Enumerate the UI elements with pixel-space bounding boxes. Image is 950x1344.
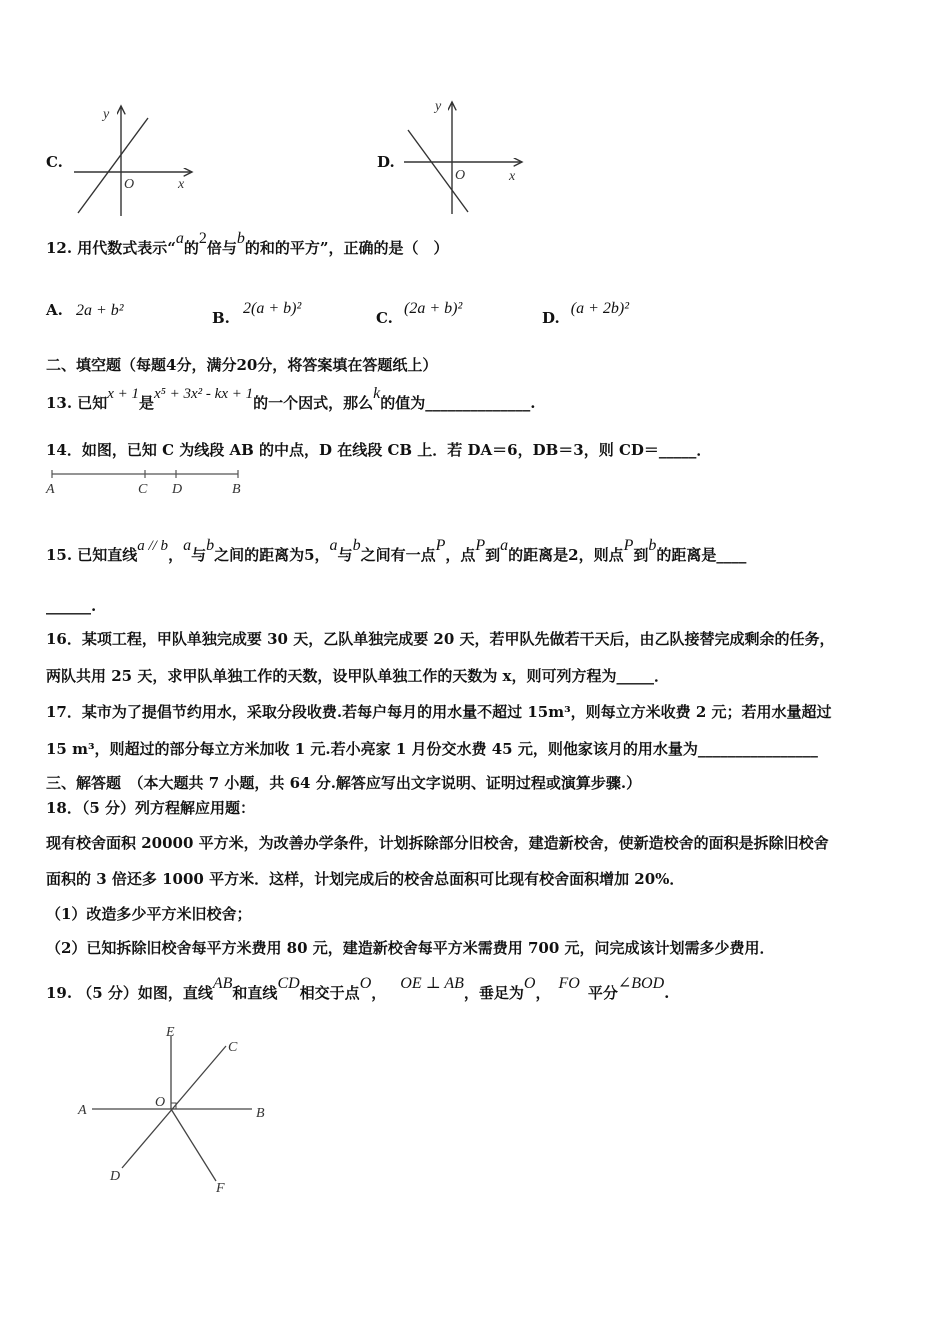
- q14-segment-figure: [46, 466, 256, 500]
- q15-text: 之间的距离为5，: [214, 546, 330, 564]
- question-19: [46, 975, 670, 1003]
- option-c-graph: [70, 100, 200, 220]
- q15-text: 的距离是2，则点: [508, 546, 624, 564]
- q18-subquestion-2: （2）已知拆除旧校舍每平方米费用 80 元，建造新校舍每平方米需费用 700 元，问完成该计划需多少费用．: [46, 939, 775, 957]
- q12-text: 用代数式表示“: [77, 239, 176, 257]
- q16-line-2: 两队共用 25 天，求甲队单独工作的天数，设甲队单独工作的天数为 x，则可列方程为_____．: [46, 667, 669, 685]
- origin-label: O: [455, 168, 466, 183]
- q15-text: 与: [191, 546, 207, 564]
- question-14: 14．如图，已知 C 为线段 AB 的中点，D 在线段 CB 上．若 DA＝6，DB＝3，则 CD＝_____．: [46, 441, 712, 459]
- y-axis-label: y: [103, 107, 110, 122]
- origin-label: O: [124, 177, 135, 192]
- q15-text: 已知直线: [77, 546, 138, 564]
- section-3-title: 三、解答题 （本大题共 7 小题，共 64 分.解答应写出文字说明、证明过程或演算步骤.）: [46, 774, 642, 792]
- q15-text: 到: [485, 546, 501, 564]
- option-label: B.: [212, 309, 230, 327]
- question-13: [46, 385, 536, 413]
- q15-answer-blank: ______.: [46, 597, 97, 615]
- point-f-label: F: [216, 1181, 225, 1196]
- q12-option-d[interactable]: [542, 298, 630, 327]
- q15-math: a // b: [137, 538, 169, 554]
- point-a-label: A: [46, 482, 55, 497]
- q15-math: P: [623, 537, 634, 554]
- option-d-label: D.: [377, 153, 395, 171]
- q13-text: 已知: [77, 394, 108, 412]
- q19-text: （5 分）如图，直线: [77, 984, 213, 1002]
- q12-option-c[interactable]: [376, 298, 463, 327]
- q19-text: .: [664, 984, 670, 1002]
- q12-option-a[interactable]: [46, 300, 124, 320]
- point-b-label: B: [256, 1106, 265, 1121]
- point-d-label: D: [110, 1169, 121, 1184]
- q12-num-2: 2: [198, 230, 207, 247]
- q16-line-1: 16．某项工程，甲队单独完成要 30 天，乙队单独完成要 20 天，若甲队先做若干天后，由乙队接替完成剩余的任务，: [46, 630, 835, 648]
- q15-math: P: [435, 537, 446, 554]
- q15-math: b: [206, 537, 215, 554]
- q19-figure: [70, 1020, 280, 1200]
- q18-paragraph-2: 面积的 3 倍还多 1000 平方米．这样，计划完成后的校舍总面积可比现有校舍面积增加 20%．: [46, 870, 685, 888]
- q12-option-b[interactable]: [212, 298, 302, 327]
- option-expr: 2a + b²: [75, 302, 124, 319]
- q19-text: 相交于点: [299, 984, 360, 1002]
- q15-math: a: [329, 537, 338, 554]
- option-label: D.: [542, 309, 560, 327]
- q15-math: a: [183, 537, 192, 554]
- q13-var-k: k: [373, 385, 381, 402]
- q19-math: OE ⊥ AB: [400, 975, 464, 992]
- q15-text: 的距离是____: [656, 546, 747, 564]
- q15-text: 之间有一点: [360, 546, 436, 564]
- line-cd: [122, 1046, 226, 1168]
- option-d-graph: [402, 96, 532, 216]
- q19-text: ，: [371, 984, 387, 1002]
- question-15: [46, 537, 747, 565]
- q17-line-2: 15 m³，则超过的部分每立方米加收 1 元.若小亮家 1 月份交水费 45 元，则他家该月的用水量为________________: [46, 740, 818, 758]
- q19-text: ，垂足为: [463, 984, 524, 1002]
- option-label: C.: [376, 309, 393, 327]
- x-axis-label: x: [509, 169, 516, 184]
- q15-math: a: [500, 537, 509, 554]
- q15-text: ，点: [445, 546, 476, 564]
- option-expr: (a + 2b)²: [570, 300, 630, 317]
- q19-math: AB: [212, 975, 233, 992]
- q15-text: ，: [168, 546, 184, 564]
- q15-text: 到: [633, 546, 649, 564]
- q12-var-a: a: [175, 230, 184, 247]
- q13-text: 的一个因式，那么: [253, 394, 374, 412]
- q13-expr1: x + 1: [107, 386, 139, 402]
- q18-subquestion-1: （1）改造多少平方米旧校舍；: [46, 905, 252, 923]
- q15-text: 与: [337, 546, 353, 564]
- option-label: A.: [46, 301, 63, 319]
- q18-heading: 18．（5 分）列方程解应用题：: [46, 799, 256, 817]
- q13-number: 13.: [46, 394, 73, 412]
- q18-paragraph-1: 现有校舍面积 20000 平方米，为改善办学条件，计划拆除部分旧校舍，建造新校舍，使新造校舍的面积是拆除旧校舍: [46, 834, 829, 852]
- point-d-label: D: [172, 482, 183, 497]
- q12-number: 12.: [46, 239, 73, 257]
- option-expr: 2(a + b)²: [243, 300, 302, 317]
- q19-text: 和直线: [232, 984, 278, 1002]
- q15-math: b: [648, 537, 657, 554]
- q19-math: ∠BOD: [617, 975, 665, 992]
- point-e-label: E: [166, 1025, 175, 1040]
- point-b-label: B: [232, 482, 241, 497]
- q15-number: 15.: [46, 546, 73, 564]
- q17-line-1: 17．某市为了提倡节约用水，采取分段收费.若每户每月的用水量不超过 15m³，则每立方米收费 2 元；若用水量超过: [46, 703, 832, 721]
- y-axis-label: y: [435, 99, 442, 114]
- q19-text: ，: [535, 984, 551, 1002]
- q12-text: 倍与: [206, 239, 237, 257]
- q13-text: 的值为______________.: [380, 394, 536, 412]
- q19-number: 19.: [46, 984, 73, 1002]
- option-expr: (2a + b)²: [404, 300, 463, 317]
- q12-var-b: b: [236, 230, 245, 247]
- section-2-title: 二、填空题（每题4分，满分20分，将答案填在答题纸上）: [46, 356, 438, 374]
- q15-math: b: [352, 537, 361, 554]
- q13-expr2: x⁵ + 3x² - kx + 1: [154, 386, 254, 402]
- q19-math: O: [523, 975, 536, 992]
- q19-math: CD: [277, 975, 300, 992]
- q12-text: 的和的平方”，正确的是（ ）: [244, 239, 449, 257]
- q19-text: 平分: [587, 984, 618, 1002]
- point-c-label: C: [138, 482, 148, 497]
- q15-math: P: [475, 537, 486, 554]
- question-12: [46, 230, 449, 258]
- graph-line: [78, 118, 148, 213]
- ray-of: [171, 1109, 216, 1181]
- q12-text: 的: [183, 239, 199, 257]
- point-o-label: O: [155, 1095, 166, 1110]
- point-a-label: A: [78, 1103, 87, 1118]
- q19-math: O: [359, 975, 372, 992]
- point-c-label: C: [228, 1040, 238, 1055]
- x-axis-label: x: [178, 177, 185, 192]
- q19-math: FO: [558, 975, 580, 992]
- option-c-label: C.: [46, 153, 63, 171]
- q13-text: 是: [139, 394, 155, 412]
